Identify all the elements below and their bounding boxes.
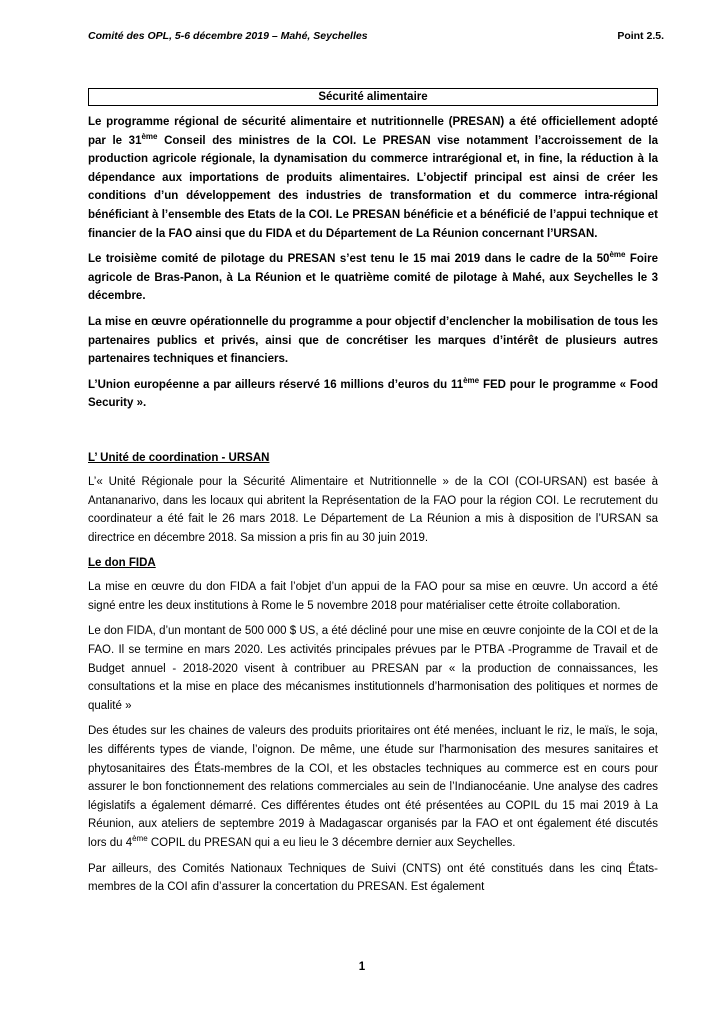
header-agenda-point: Point 2.5. (617, 30, 664, 42)
section-title-box (88, 88, 658, 106)
paragraph-fida-studies: Des études sur les chaines de valeurs des produits prioritaires ont été menées, incluant le riz, le maïs, le soja, les différents types de viande, l’oignon. De même, une étude sur l'harmonisation des mesures sanitaires et phytosanitaires des États-membres de la COI, et les obstacles techniques au commerce est en cours pour assurer le bon fonctionnement des relations commerciales au sein de l’Indianocéanie. Une analyse des cadres législatifs a également démarré. Ces différentes études ont été présentées au COPIL du 15 mai 2019 à La Réunion, aux ateliers de septembre 2019 à Madagascar organisés par la FAO et ont également été discutés lors du 4ème COPIL du PRESAN qui a eu lieu le 3 décembre dernier aux Seychelles. (88, 725, 658, 849)
paragraph-ursan: L’« Unité Régionale pour la Sécurité Alimentaire et Nutritionnelle » de la COI (COI-URSAN) est basée à Antananarivo, dans les locaux qui abritent la Représentation de la FAO pour la région COI. Le recrutement du coordinateur a été fait le 26 mars 2018. Le Département de La Réunion a mis à disposition de l’URSAN sa directrice en décembre 2018. Sa mission a pris fin au 30 juin 2019. (88, 475, 658, 544)
document-body (88, 113, 658, 904)
paragraph-fida-cnts: Par ailleurs, des Comités Nationaux Techniques de Suivi (CNTS) ont été constitués dans les cinq États-membres de la COI afin d’assurer la concertation du PRESAN. Est également (88, 862, 658, 894)
page-number: 1 (358, 961, 366, 973)
intro-paragraph-presan: Le programme régional de sécurité alimentaire et nutritionnelle (PRESAN) a été officiellement adopté par le 31ème Conseil des ministres de la COI. Le PRESAN vise notamment l’accroissement de la production agricole régionale, la dynamisation du commerce intrarégional et, in fine, la réduction à la dépendance aux importations de produits alimentaires. L’objectif principal est ainsi de créer les conditions d’un développement des industries de transformation et du commerce intra-régional bénéficiant à l’ensemble des Etats de la COI. Le PRESAN bénéficie et a bénéficié de l’appui technique et financier de la FAO ainsi que du FIDA et du Département de La Réunion concernant l’URSAN. (88, 116, 658, 240)
paragraph-fida-amount: Le don FIDA, d’un montant de 500 000 $ US, a été décliné pour une mise en œuvre conjointe de la COI et de la FAO. Il se termine en mars 2020. Les activités principales prévues par le PTBA -Programme de Travail et de Budget annuel - 2018-2020 visent à contribuer au PRESAN par « la production de connaissances, les consultations et la mise en place des mécanismes institutionnels d’harmonisation des politiques et normes de qualité » (88, 625, 658, 712)
header-meeting-info: Comité des OPL, 5-6 décembre 2019 – Mahé, Seychelles (88, 30, 368, 42)
section-title: Sécurité alimentaire (318, 91, 428, 103)
paragraph-fida-fao: La mise en œuvre du don FIDA a fait l’objet d’un appui de la FAO pour sa mise en œuvre. Un accord a été signé entre les deux institutions à Rome le 5 novembre 2018 pour matérialiser cette étroite collaboration. (88, 581, 658, 612)
section-spacer (88, 420, 658, 449)
heading-fida: Le don FIDA (88, 557, 156, 570)
running-header (88, 29, 664, 43)
heading-ursan: L’ Unité de coordination - URSAN (88, 451, 270, 464)
intro-paragraph-implementation: La mise en œuvre opérationnelle du programme a pour objectif d’enclencher la mobilisation de tous les partenaires publics et privés, ainsi que de concrétiser les marques d’intérêt de plusieurs autres partenaires techniques et financiers. (88, 315, 658, 366)
intro-paragraph-copil: Le troisième comité de pilotage du PRESAN s’est tenu le 15 mai 2019 dans le cadre de la 50ème Foire agricole de Bras-Panon, à La Réunion et le quatrième comité de pilotage à Mahé, aux Seychelles le 3 décembre. (88, 250, 658, 303)
intro-paragraph-eu-funding: L’Union européenne a par ailleurs réservé 16 millions d’euros du 11ème FED pour le programme « Food Security ». (88, 375, 658, 410)
